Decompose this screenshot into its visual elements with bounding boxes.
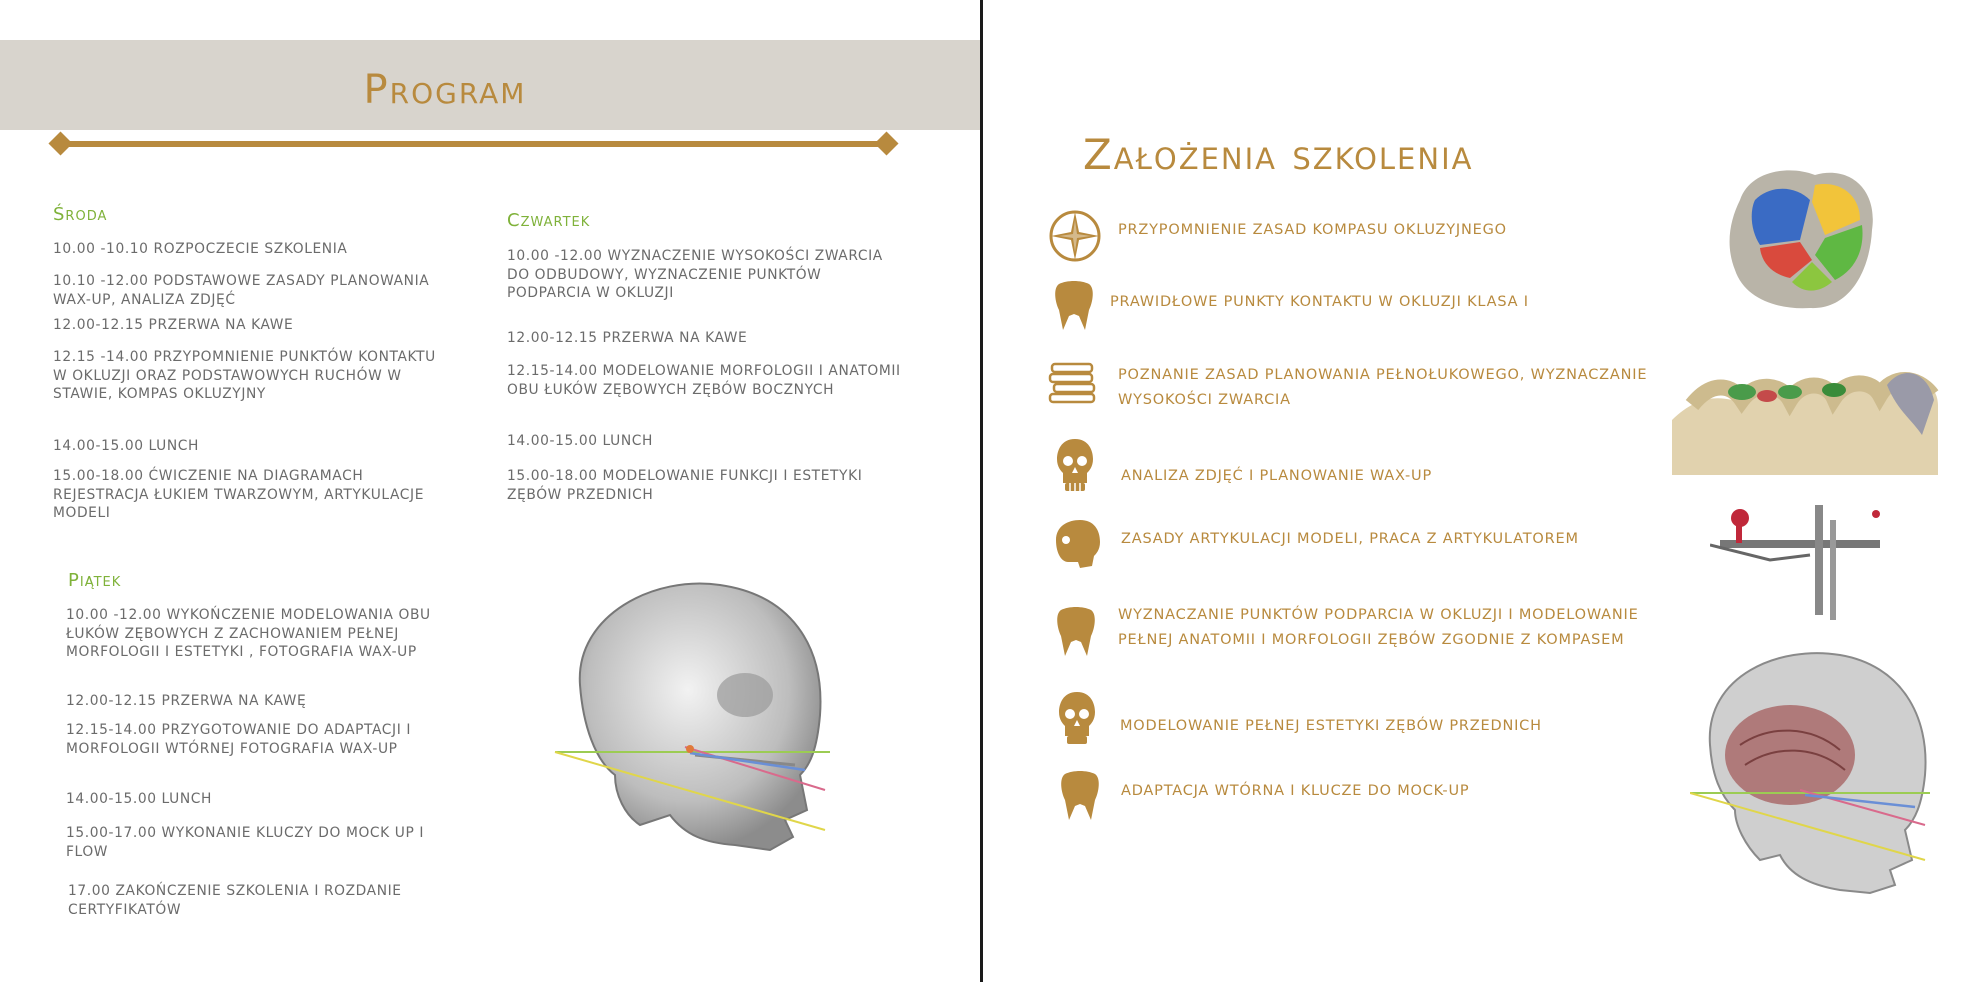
colored-molar-image (1720, 160, 1880, 315)
goal-text: POZNANIE ZASAD PLANOWANIA PEŁNOŁUKOWEGO, WYZNACZANIE WYSOKOŚCI ZWARCIA (1118, 367, 1648, 408)
schedule-entry: 15.00-18.00 ĆWICZENIE NA DIAGRAMACH REJESTRACJA ŁUKIEM TWARZOWYM, ARTYKULACJE MODELI (53, 468, 425, 521)
skull-xray-image (545, 575, 835, 875)
goals-title: Założenia szkolenia (1083, 130, 1474, 179)
schedule-entry: 10.10 -12.00 PODSTAWOWE ZASADY PLANOWANIA WAX-UP, ANALIZA ZDJĘĆ (53, 273, 430, 308)
goal-text: WYZNACZANIE PUNKTÓW PODPARCIA W OKLUZJI I MODELOWANIE PEŁNEJ ANATOMII I MORFOLOGII ZĘBÓW ZGODNIE Z KOMPASEM (1118, 607, 1639, 648)
schedule-entry: 14.00-15.00 LUNCH (66, 791, 212, 807)
dental-model-image (1672, 360, 1940, 475)
skull-front-icon (1055, 437, 1095, 493)
schedule-entry: 14.00-15.00 LUNCH (53, 438, 199, 454)
schedule-entry: 12.00-12.15 PRZERWA NA KAWĘ (66, 693, 307, 709)
schedule-entry: 10.00 -12.00 WYZNACZENIE WYSOKOŚCI ZWARCIA DO ODBUDOWY, WYZNACZENIE PUNKTÓW PODPARCIA W OKLUZJI (507, 248, 883, 301)
schedule-entry: 12.15-14.00 PRZYGOTOWANIE DO ADAPTACJI I MORFOLOGII WTÓRNEJ FOTOGRAFIA WAX-UP (66, 722, 412, 757)
tooth-icon (1053, 280, 1095, 332)
compass-icon (1047, 208, 1103, 264)
schedule-entry: 12.15-14.00 MODELOWANIE MORFOLOGII I ANATOMII OBU ŁUKÓW ZĘBOWYCH ZĘBÓW BOCZNYCH (507, 363, 901, 398)
title-rule (62, 141, 886, 147)
books-icon (1048, 362, 1098, 406)
schedule-entry: 12.00-12.15 PRZERWA NA KAWE (507, 330, 748, 346)
program-page (0, 0, 980, 982)
day-heading-sroda: Środa (53, 204, 108, 225)
schedule-entry: 10.00 -10.10 ROZPOCZECIE SZKOLENIA (53, 241, 348, 257)
rule-diamond-right (874, 131, 898, 155)
goal-text: PRZYPOMNIENIE ZASAD KOMPASU OKLUZYJNEGO (1118, 222, 1507, 238)
day-heading-piatek: Piątek (68, 570, 122, 591)
goal-text: ANALIZA ZDJĘĆ I PLANOWANIE WAX-UP (1121, 468, 1433, 484)
goal-text: PRAWIDŁOWE PUNKTY KONTAKTU W OKLUZJI KLASA I (1110, 294, 1529, 310)
rule-diamond-left (48, 131, 72, 155)
tooth-icon (1055, 606, 1097, 658)
goal-text: MODELOWANIE PEŁNEJ ESTETYKI ZĘBÓW PRZEDNICH (1120, 718, 1542, 734)
goal-text: ZASADY ARTYKULACJI MODELI, PRACA Z ARTYKULATOREM (1121, 531, 1579, 547)
schedule-entry: 14.00-15.00 LUNCH (507, 433, 653, 449)
goal-text: ADAPTACJA WTÓRNA I KLUCZE DO MOCK-UP (1121, 783, 1470, 799)
skull-muscle-image (1690, 645, 1935, 895)
schedule-entry: 12.00-12.15 PRZERWA NA KAWE (53, 317, 294, 333)
schedule-entry: 12.15 -14.00 PRZYPOMNIENIE PUNKTÓW KONTAKTU W OKLUZJI ORAZ PODSTAWOWYCH RUCHÓW W STAWIE, KOMPAS OKLUZYJNY (53, 349, 436, 402)
articulator-image (1710, 500, 1890, 620)
schedule-entry: 15.00-18.00 MODELOWANIE FUNKCJI I ESTETYKI ZĘBÓW PRZEDNICH (507, 468, 863, 503)
schedule-entry: 15.00-17.00 WYKONANIE KLUCZY DO MOCK UP I FLOW (66, 825, 425, 860)
tooth-icon (1059, 770, 1101, 822)
day-heading-czwartek: Czwartek (507, 210, 591, 231)
skull-front-icon (1057, 690, 1097, 746)
program-title: Program (363, 67, 527, 113)
schedule-entry: 17.00 ZAKOŃCZENIE SZKOLENIA I ROZDANIE CERTYFIKATÓW (68, 883, 402, 918)
skull-side-icon (1050, 518, 1102, 574)
schedule-entry: 10.00 -12.00 WYKOŃCZENIE MODELOWANIA OBU ŁUKÓW ZĘBOWYCH Z ZACHOWANIEM PEŁNEJ MORFOLOGII I ESTETYKI , FOTOGRAFIA WAX-UP (66, 607, 431, 660)
